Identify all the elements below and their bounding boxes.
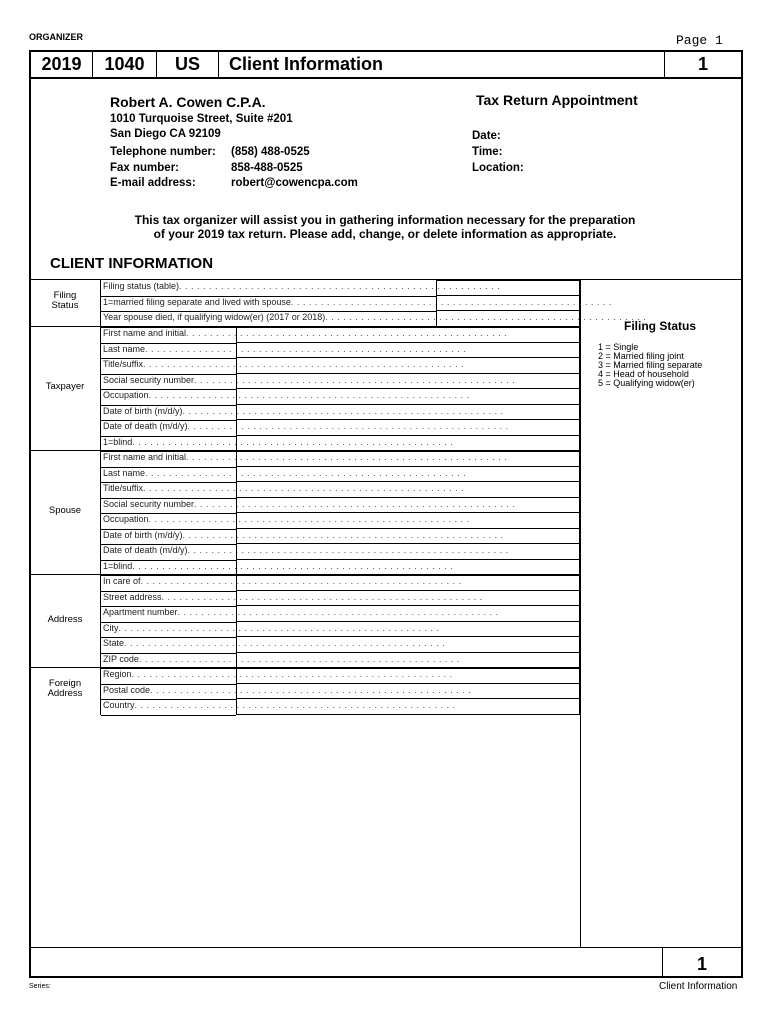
page-title: Client Information (219, 52, 665, 77)
form-input-field[interactable] (236, 699, 580, 715)
phone-label: Telephone number: (110, 146, 216, 158)
form-row-label (103, 451, 508, 464)
page-sheet-number: 1 (697, 54, 708, 74)
field-label: First name and initial (103, 452, 187, 462)
form-input-field[interactable] (236, 405, 580, 421)
form-row-label (103, 575, 462, 588)
form-input-field[interactable] (236, 637, 580, 653)
form-row-label (103, 591, 483, 604)
form-input-field[interactable] (236, 467, 580, 483)
field-label: Apartment number (103, 607, 178, 617)
leader-dots: . . . . . . . . . . . . . . . . . . . . . . . . . . . . . . . . . . . . . . . . . . . . . . . . . . . . . . (118, 622, 440, 633)
firm-city: San Diego CA 92109 (110, 128, 221, 140)
form-row-label (103, 389, 470, 402)
form-row-label (103, 482, 465, 495)
form-input-field[interactable] (236, 668, 580, 684)
leader-dots: . . . . . . . . . . . . . . . . . . . . . . . . . . . . . . . . . . . . . . . . . . . . . . . . . . . . . . (179, 281, 501, 291)
field-label: In care of (103, 576, 141, 586)
leader-dots: . . . . . . . . . . . . . . . . . . . . . . . . . . . . . . . . . . . . . . . . . . . . . . . . . . . . . . (161, 591, 483, 602)
form-row-label (103, 544, 509, 557)
form-row-label (103, 560, 454, 573)
footer-sheet-number: 1 (697, 954, 708, 974)
field-label: City (103, 622, 119, 633)
field-label: Filing status (table) (103, 281, 180, 291)
form-row-label (103, 280, 501, 293)
row-underline (101, 715, 236, 716)
form-input-field[interactable] (236, 575, 580, 591)
filing-status-table-list (598, 343, 702, 388)
form-row-label (103, 637, 446, 650)
form-row-label (103, 374, 516, 387)
group-label-taxpayer: Taxpayer (45, 381, 85, 392)
leader-dots: . . . . . . . . . . . . . . . . . . . . . . . . . . . . . . . . . . . . . . . . . . . . . . . . . . . . . . (143, 359, 465, 369)
fax-label: Fax number: (110, 162, 180, 174)
leader-dots: . . . . . . . . . . . . . . . . . . . . . . . . . . . . . . . . . . . . . . . . . . . . . . . . . . . . . . (290, 296, 612, 307)
form-input-field[interactable] (236, 389, 580, 405)
footer-page-name: Client Information (659, 981, 738, 992)
footer-top-border (29, 947, 743, 948)
field-label: Last name (103, 467, 146, 478)
field-label: 1=blind (103, 560, 133, 571)
leader-dots: . . . . . . . . . . . . . . . . . . . . . . . . . . . . . . . . . . . . . . . . . . . . . . . . . . . . . . (134, 700, 456, 710)
field-label: Title/suffix (103, 359, 144, 369)
leader-dots: . . . . . . . . . . . . . . . . . . . . . . . . . . . . . . . . . . . . . . . . . . . . . . . . . . . . . . (143, 483, 465, 493)
form-input-field[interactable] (236, 436, 580, 452)
email-value: robert@cowencpa.com (231, 177, 358, 189)
page-number: Page 1 (676, 33, 723, 48)
field-label: Year spouse died, if qualifying widow(er) (2017 or 2018) (103, 312, 326, 322)
form-input-field[interactable] (236, 327, 580, 343)
form-input-field[interactable] (236, 420, 580, 436)
field-label: Social security number (103, 498, 195, 509)
form-input-field[interactable] (236, 343, 580, 359)
form-row-label (103, 405, 504, 418)
field-label: Country (103, 700, 135, 710)
firm-street: 1010 Turquoise Street, Suite #201 (110, 113, 293, 125)
field-label: Region (103, 669, 132, 679)
leader-dots: . . . . . . . . . . . . . . . . . . . . . . . . . . . . . . . . . . . . . . . . . . . . . . . . . . . . . . (187, 421, 509, 431)
header-bar (29, 50, 743, 79)
group-label-foreign-address: Foreign Address (47, 678, 83, 699)
section-title: CLIENT INFORMATION (50, 255, 214, 272)
form-row-label (103, 327, 508, 340)
form-row-label (103, 498, 516, 511)
form-input-field[interactable] (236, 374, 580, 390)
leader-dots: . . . . . . . . . . . . . . . . . . . . . . . . . . . . . . . . . . . . . . . . . . . . . . . . . . . . . . (131, 669, 453, 679)
form-input-field[interactable] (236, 451, 580, 467)
leader-dots: . . . . . . . . . . . . . . . . . . . . . . . . . . . . . . . . . . . . . . . . . . . . . . . . . . . . . . (148, 390, 470, 400)
form-number: 1040 (93, 52, 157, 77)
form-row-label (103, 436, 454, 449)
form-row-label (103, 668, 453, 681)
field-label: State (103, 638, 125, 648)
form-input-field[interactable] (236, 684, 580, 700)
leader-dots: . . . . . . . . . . . . . . . . . . . . . . . . . . . . . . . . . . . . . . . . . . . . . . . . . . . . . . (187, 545, 509, 555)
form-input-field[interactable] (236, 606, 580, 622)
form-input-field[interactable] (236, 591, 580, 607)
intro-line-2: of your 2019 tax return. Please add, change, or delete information as appropriate. (153, 227, 617, 241)
leader-dots: . . . . . . . . . . . . . . . . . . . . . . . . . . . . . . . . . . . . . . . . . . . . . . . . . . . . . . (148, 514, 470, 524)
leader-dots: . . . . . . . . . . . . . . . . . . . . . . . . . . . . . . . . . . . . . . . . . . . . . . . . . . . . . . (132, 436, 454, 447)
form-input-field[interactable] (236, 529, 580, 545)
leader-dots: . . . . . . . . . . . . . . . . . . . . . . . . . . . . . . . . . . . . . . . . . . . . . . . . . . . . . . (132, 560, 454, 571)
organizer-label: ORGANIZER (29, 32, 83, 42)
country-code: US (157, 52, 219, 77)
leader-dots: . . . . . . . . . . . . . . . . . . . . . . . . . . . . . . . . . . . . . . . . . . . . . . . . . . . . . . (138, 653, 460, 664)
leader-dots: . . . . . . . . . . . . . . . . . . . . . . . . . . . . . . . . . . . . . . . . . . . . . . . . . . . . . . (182, 529, 504, 540)
field-label: Street address (103, 591, 162, 602)
appointment-time: Time: (472, 146, 503, 158)
leader-dots: . . . . . . . . . . . . . . . . . . . . . . . . . . . . . . . . . . . . . . . . . . . . . . . . . . . . . . (186, 328, 508, 338)
form-input-field[interactable] (236, 498, 580, 514)
firm-fax (110, 162, 303, 174)
form-row-label (103, 513, 470, 526)
leader-dots: . . . . . . . . . . . . . . . . . . . . . . . . . . . . . . . . . . . . . . . . . . . . . . . . . . . . . . (194, 374, 516, 385)
appointment-date: Date: (472, 130, 501, 142)
firm-phone (110, 146, 310, 158)
form-row-label (103, 699, 456, 712)
footer-separator (662, 947, 663, 978)
leader-dots: . . . . . . . . . . . . . . . . . . . . . . . . . . . . . . . . . . . . . . . . . . . . . . . . . . . . . . (145, 467, 467, 478)
leader-dots: . . . . . . . . . . . . . . . . . . . . . . . . . . . . . . . . . . . . . . . . . . . . . . . . . . . . . . (182, 405, 504, 416)
leader-dots: . . . . . . . . . . . . . . . . . . . . . . . . . . . . . . . . . . . . . . . . . . . . . . . . . . . . . . (186, 452, 508, 462)
form-row-label (103, 467, 467, 480)
filing-status-option: 3 = Married filing separate (598, 360, 703, 370)
leader-dots: . . . . . . . . . . . . . . . . . . . . . . . . . . . . . . . . . . . . . . . . . . . . . . . . . . . . . . (124, 638, 446, 648)
intro-text (90, 213, 680, 241)
field-label: 1=married filing separate and lived with spouse (103, 296, 291, 307)
form-row-label (103, 622, 440, 635)
field-label: Occupation (103, 390, 149, 400)
form-input-field[interactable] (236, 653, 580, 669)
filing-status-table-title: Filing Status (624, 319, 696, 333)
form-row-label (103, 529, 504, 542)
field-label: Date of birth (m/d/y) (103, 529, 183, 540)
form-row-label (103, 358, 465, 371)
field-label: 1=blind (103, 436, 133, 447)
field-label: Occupation (103, 514, 149, 524)
intro-line-1: This tax organizer will assist you in gathering information necessary for the preparation (134, 213, 636, 227)
field-label: Date of birth (m/d/y) (103, 405, 183, 416)
form-input-field[interactable] (236, 544, 580, 560)
field-label: Postal code (103, 684, 151, 695)
form-row-label (103, 343, 467, 356)
filing-status-option: 1 = Single (598, 342, 639, 352)
form-row-label (103, 606, 499, 619)
leader-dots: . . . . . . . . . . . . . . . . . . . . . . . . . . . . . . . . . . . . . . . . . . . . . . . . . . . . . . (150, 684, 472, 695)
tax-year: 2019 (31, 52, 93, 77)
fax-value: 858-488-0525 (231, 162, 303, 174)
field-label: Title/suffix (103, 483, 144, 493)
email-label: E-mail address: (110, 177, 196, 189)
leader-dots: . . . . . . . . . . . . . . . . . . . . . . . . . . . . . . . . . . . . . . . . . . . . . . . . . . . . . . (194, 498, 516, 509)
right-panel-separator (580, 279, 581, 948)
field-label: Social security number (103, 374, 195, 385)
form-input-field[interactable] (236, 358, 580, 374)
leader-dots: . . . . . . . . . . . . . . . . . . . . . . . . . . . . . . . . . . . . . . . . . . . . . . . . . . . . . . (145, 343, 467, 354)
form-input-field[interactable] (436, 311, 580, 327)
group-label-filing-status: Filing Status (51, 290, 79, 311)
phone-value: (858) 488-0525 (231, 146, 310, 158)
field-label: First name and initial (103, 328, 187, 338)
field-label: Date of death (m/d/y) (103, 421, 188, 431)
form-input-field[interactable] (436, 280, 580, 296)
form-input-field[interactable] (236, 513, 580, 529)
field-label: ZIP code (103, 653, 139, 664)
leader-dots: . . . . . . . . . . . . . . . . . . . . . . . . . . . . . . . . . . . . . . . . . . . . . . . . . . . . . . (140, 576, 462, 586)
form-row-label (103, 653, 460, 666)
group-label-address: Address (47, 614, 83, 625)
field-label: Date of death (m/d/y) (103, 545, 188, 555)
firm-name: Robert A. Cowen C.P.A. (110, 94, 266, 110)
filing-status-option: 2 = Married filing joint (598, 351, 684, 361)
appointment-title: Tax Return Appointment (476, 92, 638, 108)
footer-series: Series: (29, 983, 51, 990)
form-row-label (103, 311, 647, 324)
form-input-field[interactable] (436, 296, 580, 312)
filing-status-option: 5 = Qualifying widow(er) (598, 378, 695, 388)
form-row-label (103, 420, 509, 433)
form-input-field[interactable] (236, 482, 580, 498)
firm-email (110, 177, 358, 189)
filing-status-option: 4 = Head of household (598, 369, 689, 379)
group-label-spouse: Spouse (48, 505, 82, 516)
appointment-location: Location: (472, 162, 524, 174)
form-row-label (103, 684, 472, 697)
leader-dots: . . . . . . . . . . . . . . . . . . . . . . . . . . . . . . . . . . . . . . . . . . . . . . . . . . . . . . (177, 607, 499, 617)
form-row-label (103, 296, 612, 309)
form-input-field[interactable] (236, 560, 580, 576)
form-input-field[interactable] (236, 622, 580, 638)
leader-dots: . . . . . . . . . . . . . . . . . . . . . . . . . . . . . . . . . . . . . . . . . . . . . . . . . . . . . . (325, 312, 647, 322)
field-label: Last name (103, 343, 146, 354)
